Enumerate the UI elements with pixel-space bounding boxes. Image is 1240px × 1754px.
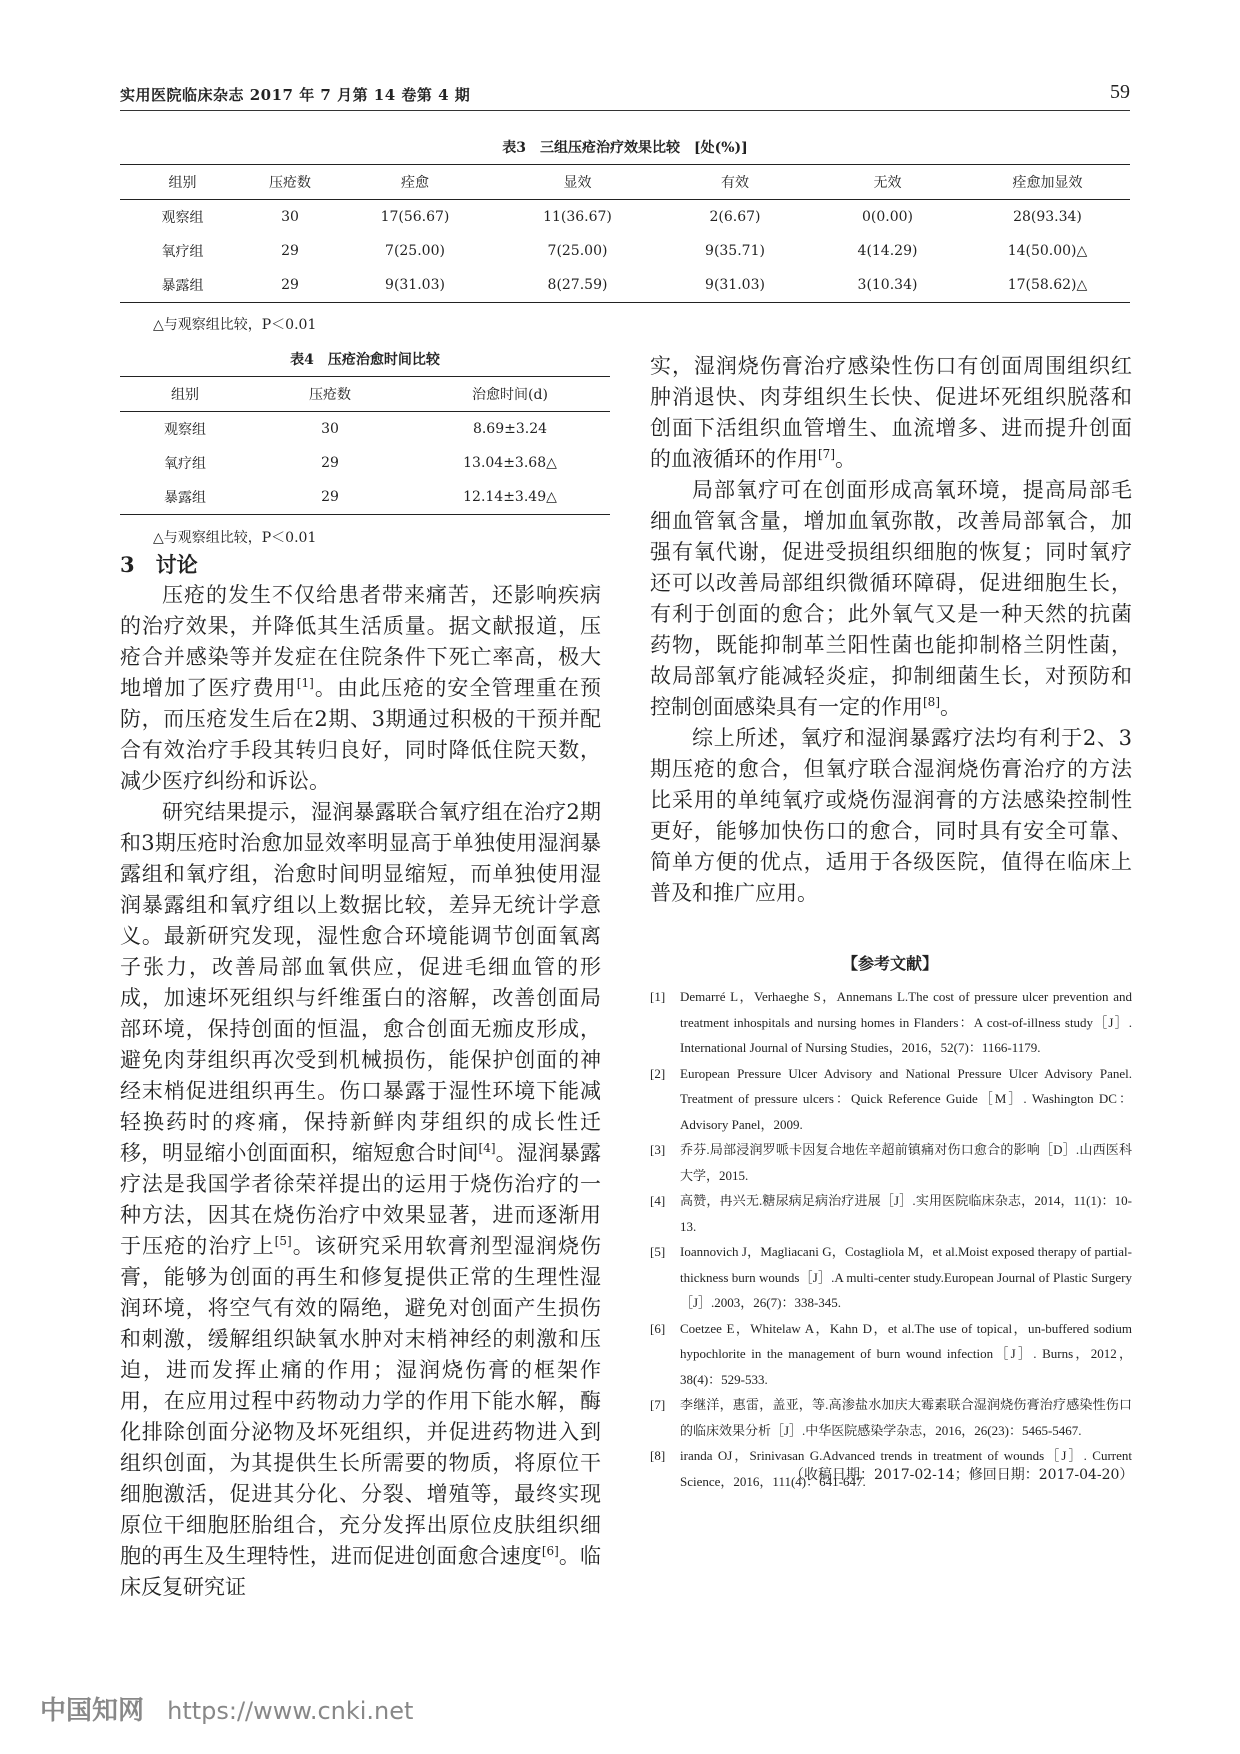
citation-mark: [5]: [274, 1234, 292, 1248]
table-cell: 3(10.34): [810, 268, 965, 303]
column-header: 治愈时间(d): [410, 377, 610, 412]
table-row: [120, 234, 1130, 268]
header-rule: [120, 110, 1130, 111]
citation-mark: [1]: [296, 676, 314, 690]
reference-number: [3]: [650, 1142, 666, 1157]
right-column: [650, 351, 1132, 909]
table-cell: 2(6.67): [709, 209, 761, 225]
journal-issue: 实用医院临床杂志 2017 年 7 月第 14 卷第 4 期: [120, 86, 471, 104]
section-heading: 3 讨论: [120, 552, 198, 577]
reference-number: [6]: [650, 1320, 666, 1336]
reference-list: [650, 984, 1132, 1494]
table-cell: 观察组: [164, 422, 206, 438]
column-header: 痊愈: [335, 165, 495, 200]
cnki-url[interactable]: https://www.cnki.net: [167, 1697, 414, 1725]
reference-item: [650, 1188, 1132, 1239]
table-header-row: [120, 377, 610, 412]
table3-caption: 表3 三组压疮治疗效果比较 [处(%)]: [502, 140, 748, 156]
table-cell: 0(0.00): [861, 209, 913, 225]
table-cell: 29: [245, 268, 335, 303]
body-paragraph: 压疮的发生不仅给患者带来痛苦，还影响疾病的治疗效果，并降低其生活质量。据文献报道，压疮合并感染等并发症在住院条件下死亡率高，极大地增加了医疗费用[1]。由此压疮的安全管理重在预防，而压疮发生后在2期、3期通过积极的干预并配合有效治疗手段其转归良好，同时降低住院天数，减少医疗纠纷和诉讼。: [120, 583, 602, 793]
table-cell: 暴露组: [120, 268, 245, 303]
table-cell: 7(25.00): [385, 243, 445, 259]
table-cell: 13.04±3.68△: [463, 455, 557, 471]
reference-number: [5]: [650, 1244, 666, 1259]
table-cell: 14(50.00)△: [1007, 243, 1088, 259]
reference-number: [7]: [650, 1397, 666, 1412]
cnki-logo: 中国知网: [40, 1696, 145, 1726]
table-cell: 17(58.62)△: [965, 268, 1130, 303]
table-cell: 28(93.34): [1013, 209, 1082, 225]
table-cell: 29: [281, 243, 299, 259]
table-cell: 30: [321, 421, 339, 437]
table-cell: 7(25.00): [547, 243, 608, 259]
citation-mark: [4]: [478, 1141, 496, 1155]
column-header: 显效: [495, 165, 660, 200]
table-cell: 30: [281, 209, 299, 225]
column-header: 有效: [660, 165, 810, 200]
reference-item: [650, 984, 1132, 1061]
table-cell: 9(31.03): [335, 268, 495, 303]
reference-item: [650, 1061, 1132, 1138]
left-column: [120, 549, 601, 1603]
reference-text: 高赞，冉兴无.糖尿病足病治疗进展［J］.实用医院临床杂志，2014，11(1)：10-13.: [680, 1193, 1132, 1234]
reference-number: [4]: [650, 1193, 666, 1208]
table-cell: 8(27.59): [495, 268, 660, 303]
reference-item: [650, 1239, 1132, 1316]
reference-text: 乔芬.局部浸润罗哌卡因复合地佐辛超前镇痛对伤口愈合的影响［D］.山西医科大学，2015.: [680, 1142, 1132, 1183]
column-header: 压疮数: [245, 165, 335, 200]
table-row: [120, 446, 610, 480]
column-header: 无效: [810, 165, 965, 200]
table-cell: 氧疗组: [164, 456, 206, 472]
reference-item: [650, 1392, 1132, 1443]
body-paragraph: 研究结果提示，湿润暴露联合氧疗组在治疗2期和3期压疮时治愈加显效率明显高于单独使用湿润暴露组和氧疗组，治愈时间明显缩短，而单独使用湿润暴露组和氧疗组以上数据比较，差异无统计学意义。最新研究发现，湿性愈合环境能调节创面氧离子张力，改善局部血氧供应，促进毛细血管的形成，加速坏死组织与纤维蛋白的溶解，改善创面局部环境，保持创面的恒温，愈合创面无痂皮形成，避免肉芽组织再次受到机械损伤，能保护创面的神经末梢促进组织再生。伤口暴露于湿性环境下能减轻换药时的疼痛，保持新鲜肉芽组织的成长性迁移，明显缩小创面面积，缩短愈合时间[4]。湿润暴露疗法是我国学者徐荣祥提出的运用于烧伤治疗的一种方法，因其在烧伤治疗中效果显著，进而逐渐用于压疮的治疗上[5]。该研究采用软膏剂型湿润烧伤膏，能够为创面的再生和修复提供正常的生理性湿润环境，将空气有效的隔绝，避免对创面产生损伤和刺激，缓解组织缺氧水肿对末梢神经的刺激和压迫，进而发挥止痛的作用；湿润烧伤膏的框架作用，在应用过程中药物动力学的作用下能水解，酶化排除创面分泌物及坏死组织，并促进药物进入到组织创面，为其提供生长所需要的物质，将原位干细胞激活，促进其分化、分裂、增殖等，最终实现原位干细胞胚胎组合，充分发挥出原位皮肤组织细胞的再生及生理特性，进而促进创面愈合速度[6]。临床反复研究证: [120, 800, 602, 1599]
reference-item: [650, 1137, 1132, 1188]
table-cell: 29: [250, 480, 410, 515]
reference-text: European Pressure Ulcer Advisory and National Pressure Ulcer Advisory Panel. Treatment of pressure ulcers：Quick Reference Guide［M］. Washington DC：Advisory Panel，2009.: [680, 1065, 1132, 1132]
running-header: [120, 81, 1130, 110]
column-header: 组别: [120, 377, 250, 412]
table-row: [120, 480, 610, 515]
citation-mark: [6]: [541, 1544, 559, 1558]
column-header: 痊愈加显效: [965, 165, 1130, 200]
received-dates: （收稿日期：2017-02-14；修回日期：2017-04-20）: [790, 1467, 1134, 1483]
table-row: [120, 268, 1130, 303]
table-cell: 17(56.67): [380, 209, 450, 225]
table-cell: 氧疗组: [161, 244, 204, 260]
column-header: 压疮数: [250, 377, 410, 412]
reference-text: Coetzee E，Whitelaw A，Kahn D，et al.The use of topical，un-buffered sodium hypochlorite in the management of burn wound infection［J］. Burns，2012，38(4)：529-533.: [680, 1320, 1132, 1387]
table3-note: △与观察组比较，P＜0.01: [153, 317, 317, 333]
column-header: 组别: [120, 165, 245, 200]
body-paragraph: 局部氧疗可在创面形成高氧环境，提高局部毛细血管氧含量，增加血氧弥散，改善局部氧合，加强有氧代谢，促进受损组织细胞的恢复；同时氧疗还可以改善局部组织微循环障碍，促进细胞生长，有利于创面的愈合；此外氧气又是一种天然的抗菌药物，既能抑制革兰阳性菌也能抑制格兰阴性菌，故局部氧疗能减轻炎症，抑制细菌生长，对预防和控制创面感染具有一定的作用[8]。: [650, 478, 1132, 719]
table-cell: 4(14.29): [857, 243, 918, 259]
table-cell: 11(36.67): [543, 209, 612, 225]
table-cell: 暴露组: [120, 480, 250, 515]
reference-number: [2]: [650, 1065, 666, 1081]
body-paragraph: 实，湿润烧伤膏治疗感染性伤口有创面周围组织红肿消退快、肉芽组织生长快、促进坏死组织脱落和创面下活组织血管增生、血流增多、进而提升创面的血液循环的作用[7]。: [650, 354, 1132, 471]
table-cell: 8.69±3.24: [472, 421, 548, 437]
table4-caption: 表4 压疮治愈时间比较: [290, 352, 440, 368]
reference-text: Ioannovich J，Magliacani G，Costagliola M，et al.Moist exposed therapy of partial-thickness burn wounds［J］.A multi-center study.European Journal of Plastic Surgery［J］.2003，26(7)：338-345.: [680, 1244, 1132, 1310]
body-paragraph: 综上所述，氧疗和湿润暴露疗法均有利于2、3期压疮的愈合，但氧疗联合湿润烧伤膏治疗的方法比采用的单纯氧疗或烧伤湿润膏的方法感染控制性更好，能够加快伤口的愈合，同时具有安全可靠、简单方便的优点，适用于各级医院，值得在临床上普及和推广应用。: [650, 726, 1132, 905]
citation-mark: [7]: [818, 447, 835, 461]
table-header-row: [120, 165, 1130, 200]
reference-text: 李继洋，惠雷，盖亚，等.高渗盐水加庆大霉素联合湿润烧伤膏治疗感染性伤口的临床效果分析［J］.中华医院感染学杂志，2016，26(23)：5465-5467.: [680, 1397, 1132, 1438]
table-row: [120, 200, 1130, 235]
table-cell: 观察组: [161, 210, 204, 226]
table4-note: △与观察组比较，P＜0.01: [153, 530, 317, 546]
table-cell: 9(35.71): [705, 243, 765, 259]
table-cell: 29: [321, 455, 339, 471]
references-title: 【参考文献】: [841, 954, 938, 973]
footer-watermark: [40, 1690, 413, 1730]
reference-number: [8]: [650, 1448, 666, 1463]
table-cell: 9(31.03): [660, 268, 810, 303]
table3: [120, 164, 1130, 303]
reference-text: Demarré L，Verhaeghe S，Annemans L.The cost of pressure ulcer prevention and treatment inhospitals and nursing homes in Flanders：A cost-of-illness study［J］. International Journal of Nursing Studies，2016，52(7)：1166-1179.: [680, 989, 1132, 1055]
table4: [120, 376, 610, 515]
reference-text: iranda OJ，Srinivasan G.Advanced trends in treatment of wounds［J］. Current Science，2016，111(4)：641-647.: [680, 1448, 1132, 1489]
reference-number: [1]: [650, 989, 666, 1004]
reference-item: [650, 1316, 1132, 1393]
citation-mark: [8]: [923, 695, 940, 709]
table-cell: 12.14±3.49△: [410, 480, 610, 515]
page-number: 59: [1110, 81, 1130, 103]
table-row: [120, 412, 610, 447]
